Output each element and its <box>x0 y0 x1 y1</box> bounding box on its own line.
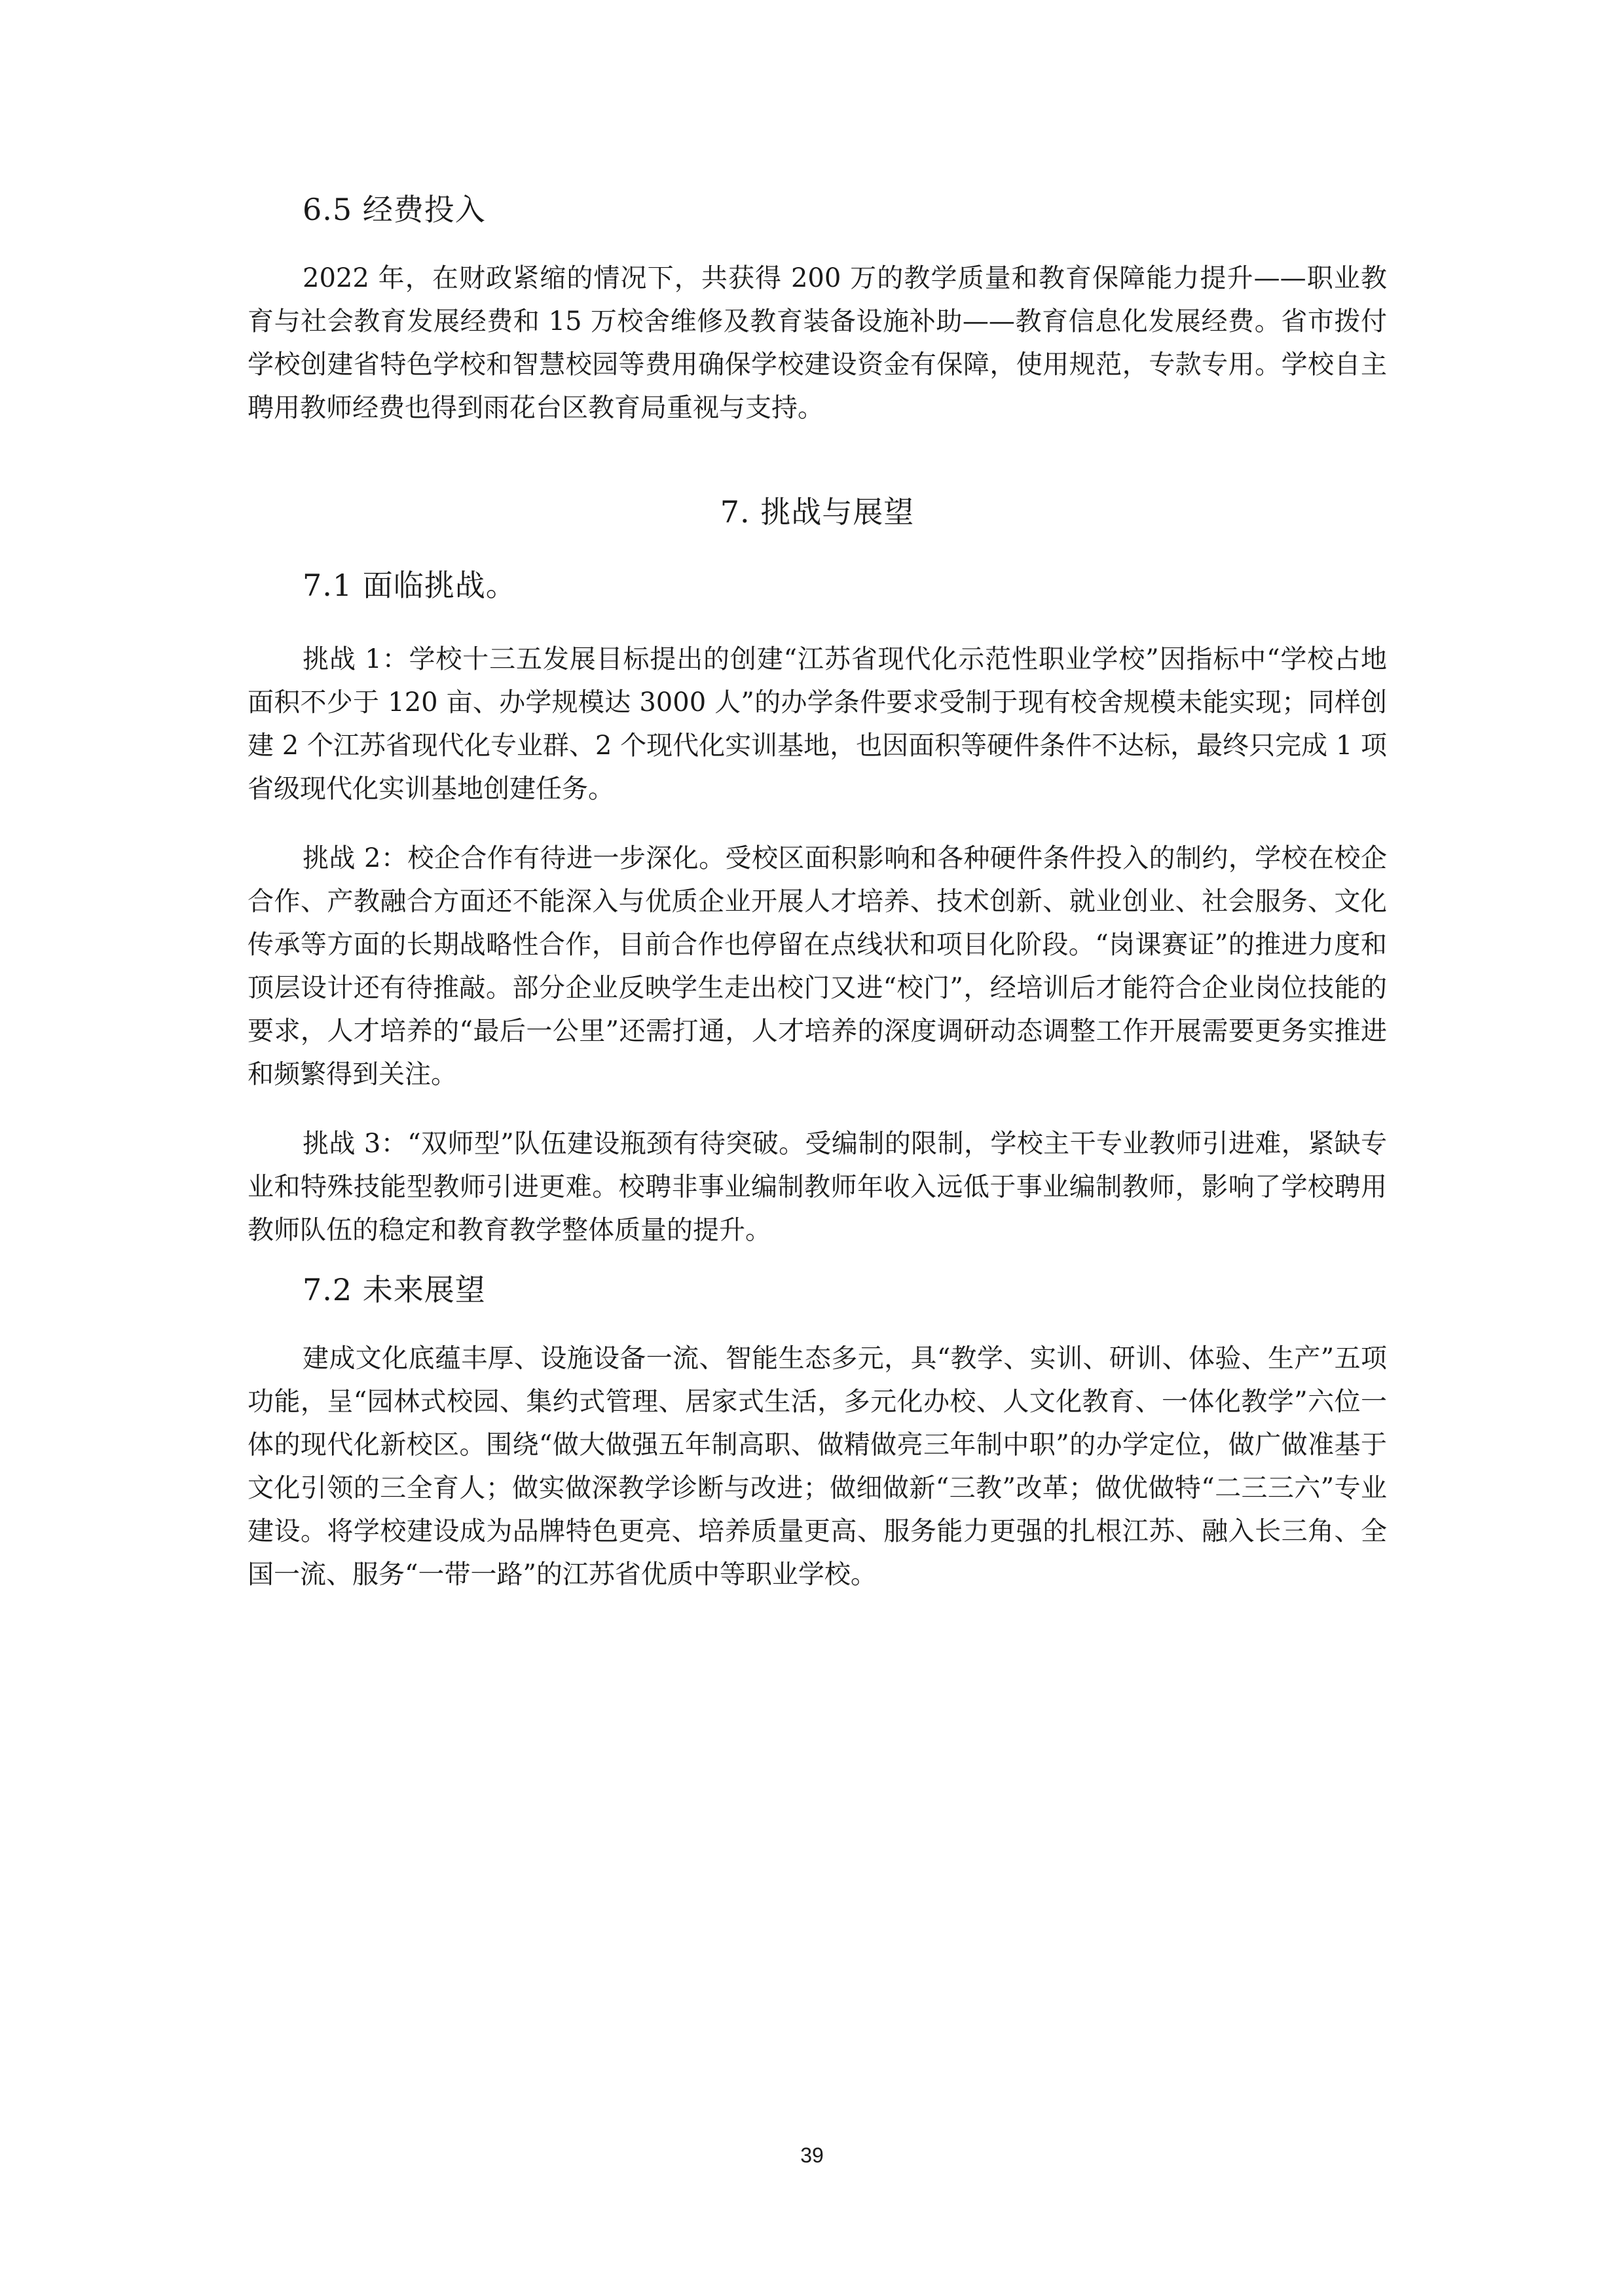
section-6-5-paragraph: 2022 年，在财政紧缩的情况下，共获得 200 万的教学质量和教育保障能力提升——职业教育与社会教育发展经费和 15 万校舍维修及教育装备设施补助——教育信息化发展经费。省市拨付学校创建省特色学校和智慧校园等费用确保学校建设资金有保障，使用规范，专款专用。学校自主聘用教师经费也得到雨花台区教育局重视与支持。 <box>248 263 1387 423</box>
section-6-5-heading: 6.5 经费投入 <box>303 192 486 227</box>
section-7-2-heading: 7.2 未来展望 <box>303 1272 486 1307</box>
challenge-1-paragraph: 挑战 1：学校十三五发展目标提出的创建“江苏省现代化示范性职业学校”因指标中“学校占地面积不少于 120 亩、办学规模达 3000 人”的办学条件要求受制于现有校舍规模未能实现；同样创建 2 个江苏省现代化专业群、2 个现代化实训基地，也因面积等硬件条件不达标，最终只完成 1 项省级现代化实训基地创建任务。 <box>248 644 1387 804</box>
challenge-2-paragraph: 挑战 2：校企合作有待进一步深化。受校区面积影响和各种硬件条件投入的制约，学校在校企合作、产教融合方面还不能深入与优质企业开展人才培养、技术创新、就业创业、社会服务、文化传承等方面的长期战略性合作，目前合作也停留在点线状和项目化阶段。“岗课赛证”的推进力度和顶层设计还有待推敲。部分企业反映学生走出校门又进“校门”，经培训后才能符合企业岗位技能的要求，人才培养的“最后一公里”还需打通，人才培养的深度调研动态调整工作开展需要更务实推进和频繁得到关注。 <box>248 843 1387 1089</box>
page-number: 39 <box>800 2143 824 2167</box>
section-7-2-paragraph: 建成文化底蕴丰厚、设施设备一流、智能生态多元，具“教学、实训、研训、体验、生产”五项功能，呈“园林式校园、集约式管理、居家式生活，多元化办校、人文化教育、一体化教学”六位一体的现代化新校区。围绕“做大做强五年制高职、做精做亮三年制中职”的办学定位，做广做准基于文化引领的三全育人；做实做深教学诊断与改进；做细做新“三教”改革；做优做特“二三三六”专业建设。将学校建设成为品牌特色更亮、培养质量更高、服务能力更强的扎根江苏、融入长三角、全国一流、服务“一带一路”的江苏省优质中等职业学校。 <box>248 1343 1387 1590</box>
section-7-1-heading: 7.1 面临挑战。 <box>303 568 517 603</box>
challenge-3-paragraph: 挑战 3：“双师型”队伍建设瓶颈有待突破。受编制的限制，学校主干专业教师引进难，紧缺专业和特殊技能型教师引进更难。校聘非事业编制教师年收入远低于事业编制教师，影响了学校聘用教师队伍的稳定和教育教学整体质量的提升。 <box>248 1129 1387 1245</box>
section-7-heading: 7. 挑战与展望 <box>720 494 915 530</box>
page-content <box>248 190 1387 1596</box>
